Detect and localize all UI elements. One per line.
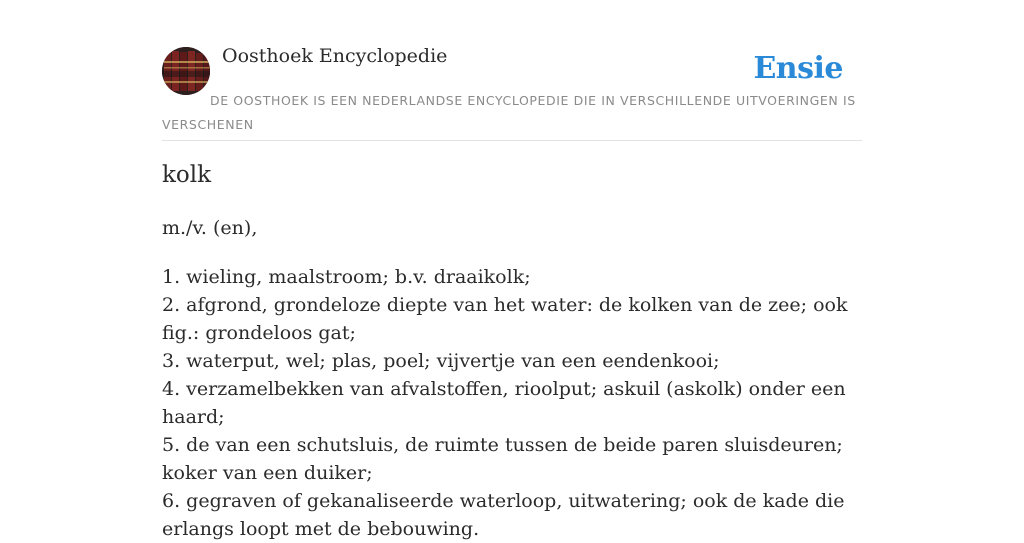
brand-logo[interactable]: Ensie (753, 51, 843, 86)
site-header (162, 0, 862, 141)
entry-grammar: m./v. (en), (162, 217, 258, 239)
definition-list (162, 263, 862, 543)
avatar[interactable] (162, 47, 210, 95)
definition-item: 1. wieling, maalstroom; b.v. draaikolk; (162, 266, 531, 288)
entry-headword: kolk (162, 162, 212, 188)
site-tagline: DE OOSTHOEK IS EEN NEDERLANDSE ENCYCLOPEDIE DIE IN VERSCHILLENDE UITVOERINGEN IS VERSCHENEN (162, 93, 856, 132)
definition-item: 6. gegraven of gekanaliseerde waterloop, uitwatering; ook de kade die erlangs loopt met de bebouwing. (162, 490, 845, 540)
site-title[interactable]: Oosthoek Encyclopedie (222, 45, 448, 67)
definition-item: 5. de van een schutsluis, de ruimte tussen de beide paren sluisdeuren; koker van een duiker; (162, 434, 843, 484)
encyclopedia-books-icon (162, 47, 210, 95)
page (162, 0, 862, 540)
definition-item: 4. verzamelbekken van afvalstoffen, rioolput; askuil (askolk) onder een haard; (162, 378, 846, 428)
definition-item: 3. waterput, wel; plas, poel; vijvertje van een eendenkooi; (162, 350, 720, 372)
definition-item: 2. afgrond, grondeloze diepte van het water: de kolken van de zee; ook fig.: grondeloos gat; (162, 294, 848, 344)
